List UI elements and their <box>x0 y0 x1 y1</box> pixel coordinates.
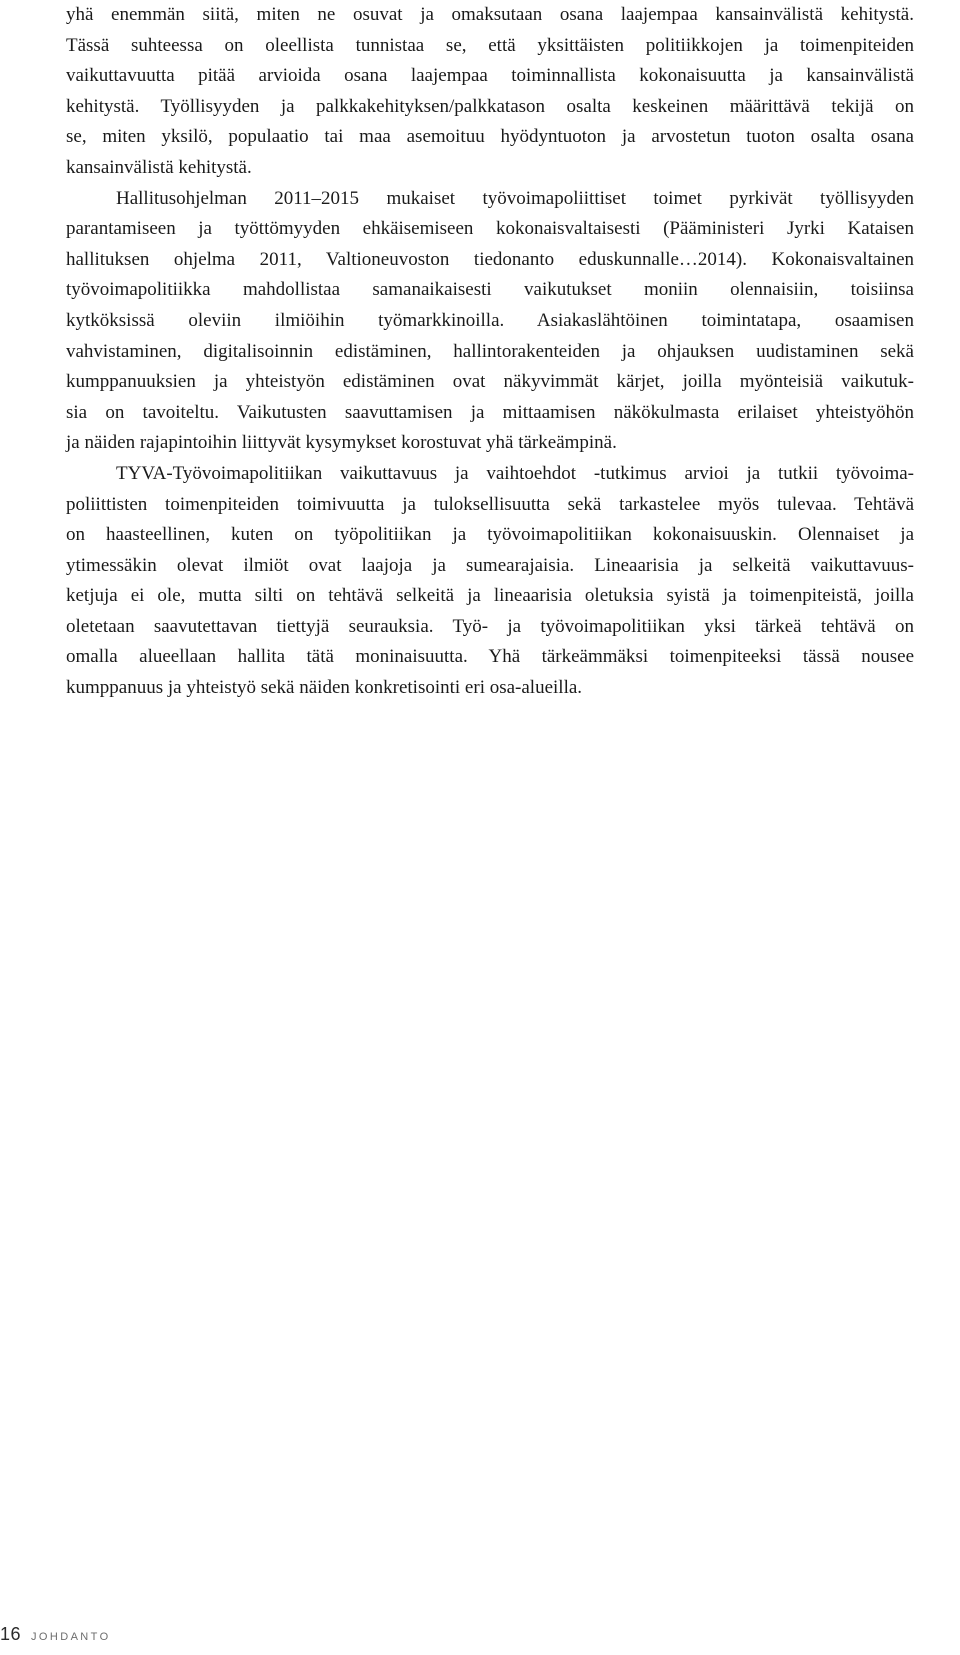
text-line: kumppanuuksien ja yhteistyön edistäminen ovat näkyvimmät kärjet, joilla myönteisiä vaikutuk- <box>66 371 914 393</box>
text-line: on haasteellinen, kuten on työpolitiikan ja työvoimapolitiikan kokonaisuuskin. Olennaiset ja <box>66 524 914 546</box>
text-line: kytköksissä oleviin ilmiöihin työmarkkinoilla. Asiakaslähtöinen toimintatapa, osaamisen <box>66 309 914 331</box>
body-text <box>66 0 914 704</box>
text-line: Tässä suhteessa on oleellista tunnistaa se, että yksittäisten politiikkojen ja toimenpiteiden <box>66 34 914 56</box>
text-line: omalla alueellaan hallita tätä moninaisuutta. Yhä tärkeämmäksi toimenpiteeksi tässä nousee <box>66 646 914 668</box>
text-line: vaikuttavuutta pitää arvioida osana laajempaa toiminnallista kokonaisuutta ja kansainvälistä <box>66 65 914 87</box>
text-line: yhä enemmän siitä, miten ne osuvat ja omaksutaan osana laajempaa kansainvälistä kehitystä. <box>66 4 914 25</box>
paragraph-1 <box>66 0 914 184</box>
text-line: se, miten yksilö, populaatio tai maa asemoituu hyödyntuoton ja arvostetun tuoton osalta osana <box>66 126 914 148</box>
text-line: oletetaan saavutettavan tiettyjä seurauksia. Työ- ja työvoimapolitiikan yksi tärkeä tehtävä on <box>66 615 914 637</box>
text-line: ja näiden rajapintoihin liittyvät kysymykset korostuvat yhä tärkeämpinä. <box>66 432 617 454</box>
text-line: työvoimapolitiikka mahdollistaa samanaikaisesti vaikutukset moniin olennaisiin, toisiinsa <box>66 279 914 301</box>
page-number: 16 <box>0 1624 22 1644</box>
text-line: ketjuja ei ole, mutta silti on tehtävä selkeitä ja lineaarisia oletuksia syistä ja toimenpiteistä, joilla <box>66 585 914 607</box>
section-label: JOHDANTO <box>31 1631 111 1643</box>
text-line: TYVA-Työvoimapolitiikan vaikuttavuus ja vaihtoehdot -tutkimus arvioi ja tutkii työvoima- <box>116 462 914 484</box>
paragraph-2 <box>66 184 914 459</box>
text-line: poliittisten toimenpiteiden toimivuutta ja tuloksellisuutta sekä tarkastelee myös tulevaa. Tehtävä <box>66 493 914 515</box>
page-footer <box>0 1622 111 1646</box>
text-line: hallituksen ohjelma 2011, Valtioneuvoston tiedonanto eduskunnalle…2014). Kokonaisvaltainen <box>66 248 914 270</box>
text-line: Hallitusohjelman 2011–2015 mukaiset työvoimapoliittiset toimet pyrkivät työllisyyden <box>116 187 914 209</box>
text-line: sia on tavoiteltu. Vaikutusten saavuttamisen ja mittaamisen näkökulmasta erilaiset yhteistyöhön <box>66 401 914 423</box>
text-line: kumppanuus ja yhteistyö sekä näiden konkretisointi eri osa-alueilla. <box>66 677 583 699</box>
text-line: parantamiseen ja työttömyyden ehkäisemiseen kokonaisvaltaisesti (Pääministeri Jyrki Kataisen <box>66 218 914 240</box>
text-line: kansainvälistä kehitystä. <box>66 156 252 178</box>
text-line: ytimessäkin olevat ilmiöt ovat laajoja ja sumearajaisia. Lineaarisia ja selkeitä vaikuttavuus- <box>66 554 914 576</box>
text-line: kehitystä. Työllisyyden ja palkkakehityksen/palkkatason osalta keskeinen määrittävä tekijä on <box>66 95 914 117</box>
text-line: vahvistaminen, digitalisoinnin edistäminen, hallintorakenteiden ja ohjauksen uudistaminen sekä <box>66 340 914 362</box>
paragraph-3 <box>66 459 914 704</box>
